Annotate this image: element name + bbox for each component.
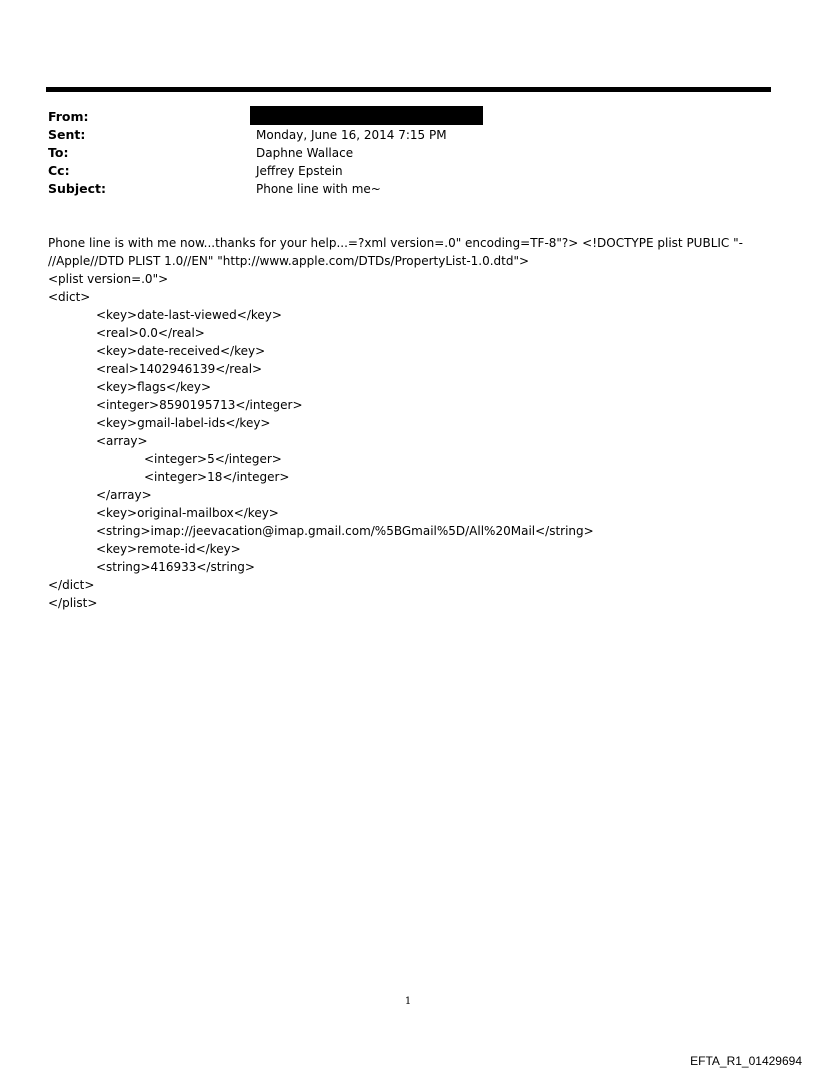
body-line: </array>: [96, 488, 152, 502]
cc-label: Cc:: [48, 163, 70, 178]
top-rule: [46, 87, 771, 92]
body-line: <key>remote-id</key>: [96, 542, 241, 556]
body-line: <string>416933</string>: [96, 560, 255, 574]
body-line: <key>date-last-viewed</key>: [96, 308, 282, 322]
body-line: <plist version=.0">: [48, 272, 169, 286]
body-line: //Apple//DTD PLIST 1.0//EN" "http://www.apple.com/DTDs/PropertyList-1.0.dtd">: [48, 254, 530, 268]
page-number: 1: [404, 996, 412, 1007]
body-line: <key>flags</key>: [96, 380, 212, 394]
body-line: <integer>8590195713</integer>: [96, 398, 303, 412]
cc-value: Jeffrey Epstein: [256, 164, 343, 178]
subject-row: [48, 180, 748, 198]
body-line: <integer>5</integer>: [144, 452, 282, 466]
body-line: <dict>: [48, 290, 91, 304]
body-line: Phone line is with me now...thanks for your help...=?xml version=.0" encoding=TF-8"?> <!DOCTYPE plist PUBLIC "-: [48, 236, 743, 250]
body-line: <key>gmail-label-ids</key>: [96, 416, 271, 430]
cc-row: [48, 162, 748, 180]
redaction-block: [250, 106, 483, 125]
subject-value: Phone line with me~: [256, 182, 381, 196]
body-line: <string>imap://jeevacation@imap.gmail.com/%5BGmail%5D/All%20Mail</string>: [96, 524, 594, 538]
to-row: [48, 144, 748, 162]
body-line: <array>: [96, 434, 148, 448]
document-id: EFTA_R1_01429694: [690, 1054, 802, 1068]
body-line: </dict>: [48, 578, 95, 592]
body-line: <real>1402946139</real>: [96, 362, 263, 376]
body-line: <real>0.0</real>: [96, 326, 205, 340]
subject-label: Subject:: [48, 181, 106, 196]
to-value: Daphne Wallace: [256, 146, 354, 160]
sent-value: Monday, June 16, 2014 7:15 PM: [256, 128, 447, 142]
body-line: <key>original-mailbox</key>: [96, 506, 279, 520]
from-label: From:: [48, 109, 89, 124]
sent-row: [48, 126, 748, 144]
body-line: <key>date-received</key>: [96, 344, 266, 358]
email-body: [48, 234, 768, 612]
body-line: <integer>18</integer>: [144, 470, 290, 484]
sent-label: Sent:: [48, 127, 86, 142]
body-line: </plist>: [48, 596, 98, 610]
to-label: To:: [48, 145, 69, 160]
